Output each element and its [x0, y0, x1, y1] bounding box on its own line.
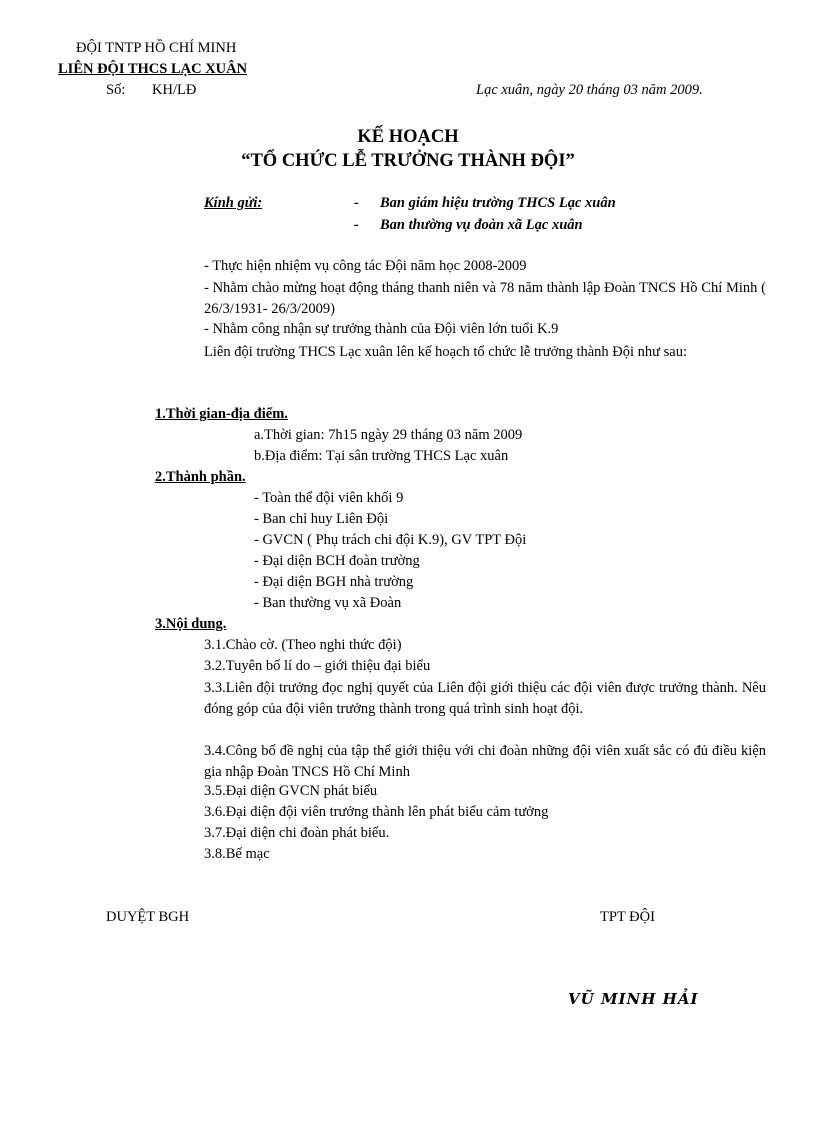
recipients-label: Kính gửi:	[204, 195, 263, 211]
document-number-label: Số:	[106, 82, 126, 98]
participant-item: - Đại diện BGH nhà trường	[254, 574, 414, 590]
agenda-item: 3.8.Bế mạc	[204, 846, 270, 862]
agenda-item: 3.3.Liên đội trưởng đọc nghị quyết của Liên đội giới thiệu các đội viên được trưởng thành. Nêu đóng góp của đội viên trưởng thành trong quá trình sinh hoạt đội.	[204, 680, 766, 717]
intro-line: - Nhằm công nhận sự trưởng thành của Đội viên lớn tuổi K.9	[204, 321, 559, 337]
recipient-item: Ban giám hiệu trường THCS Lạc xuân	[380, 195, 616, 211]
document-title: KẾ HOẠCH	[357, 127, 459, 147]
agenda-item: 3.6.Đại diện đội viên trưởng thành lên phát biểu cảm tưởng	[204, 804, 549, 820]
place-date: Lạc xuân, ngày 20 tháng 03 năm 2009.	[476, 82, 703, 98]
agenda-item: 3.2.Tuyên bố lí do – giới thiệu đại biểu	[204, 658, 431, 674]
participant-item: - Toàn thể đội viên khối 9	[254, 490, 404, 506]
approval-label: DUYỆT BGH	[106, 909, 190, 925]
section-heading-content: 3.Nội dung.	[155, 616, 227, 632]
section-heading-time-place: 1.Thời gian-địa điểm.	[155, 406, 288, 422]
participant-item: - Ban chỉ huy Liên Đội	[254, 511, 389, 527]
org-name: ĐỘI TNTP HỒ CHÍ MINH	[76, 40, 237, 56]
participant-item: - Đại diện BCH đoàn trường	[254, 553, 420, 569]
document-number: KH/LĐ	[152, 82, 197, 98]
document-subtitle: “TỔ CHỨC LỄ TRƯỞNG THÀNH ĐỘI”	[241, 151, 575, 171]
participant-item: - Ban thường vụ xã Đoàn	[254, 595, 402, 611]
school-unit-name: LIÊN ĐỘI THCS LẠC XUÂN	[58, 61, 248, 77]
intro-line: - Thực hiện nhiệm vụ công tác Đội năm học 2008-2009	[204, 258, 527, 274]
signer-name: VŨ MINH HẢI	[568, 990, 699, 1008]
intro-line: - Nhằm chào mừng hoạt động tháng thanh niên và 78 năm thành lập Đoàn TNCS Hồ Chí Minh ( 26/3/1931- 26/3/2009)	[204, 280, 766, 317]
recipient-item: -	[354, 217, 359, 233]
agenda-item: 3.7.Đại diện chi đoàn phát biểu.	[204, 825, 390, 841]
agenda-item: 3.1.Chào cờ. (Theo nghi thức đội)	[204, 637, 402, 653]
agenda-item: 3.4.Công bố đề nghị của tập thể giới thiệu với chi đoàn những đội viên xuất sắc có đủ điều kiện gia nhập Đoàn TNCS Hồ Chí Minh	[204, 743, 766, 780]
recipient-item: -	[354, 195, 359, 211]
intro-paragraph: Liên đội trường THCS Lạc xuân lên kế hoạch tổ chức lễ trưởng thành Đội như sau:	[204, 344, 688, 360]
event-time: a.Thời gian: 7h15 ngày 29 tháng 03 năm 2009	[254, 427, 523, 443]
agenda-item: 3.5.Đại diện GVCN phát biểu	[204, 783, 378, 799]
recipient-item: Ban thường vụ đoàn xã Lạc xuân	[380, 217, 583, 233]
signer-title: TPT ĐỘI	[600, 909, 655, 925]
section-heading-participants: 2.Thành phần.	[155, 469, 246, 485]
event-place: b.Địa điểm: Tại sân trường THCS Lạc xuân	[254, 448, 509, 464]
participant-item: - GVCN ( Phụ trách chi đội K.9), GV TPT Đội	[254, 532, 527, 548]
